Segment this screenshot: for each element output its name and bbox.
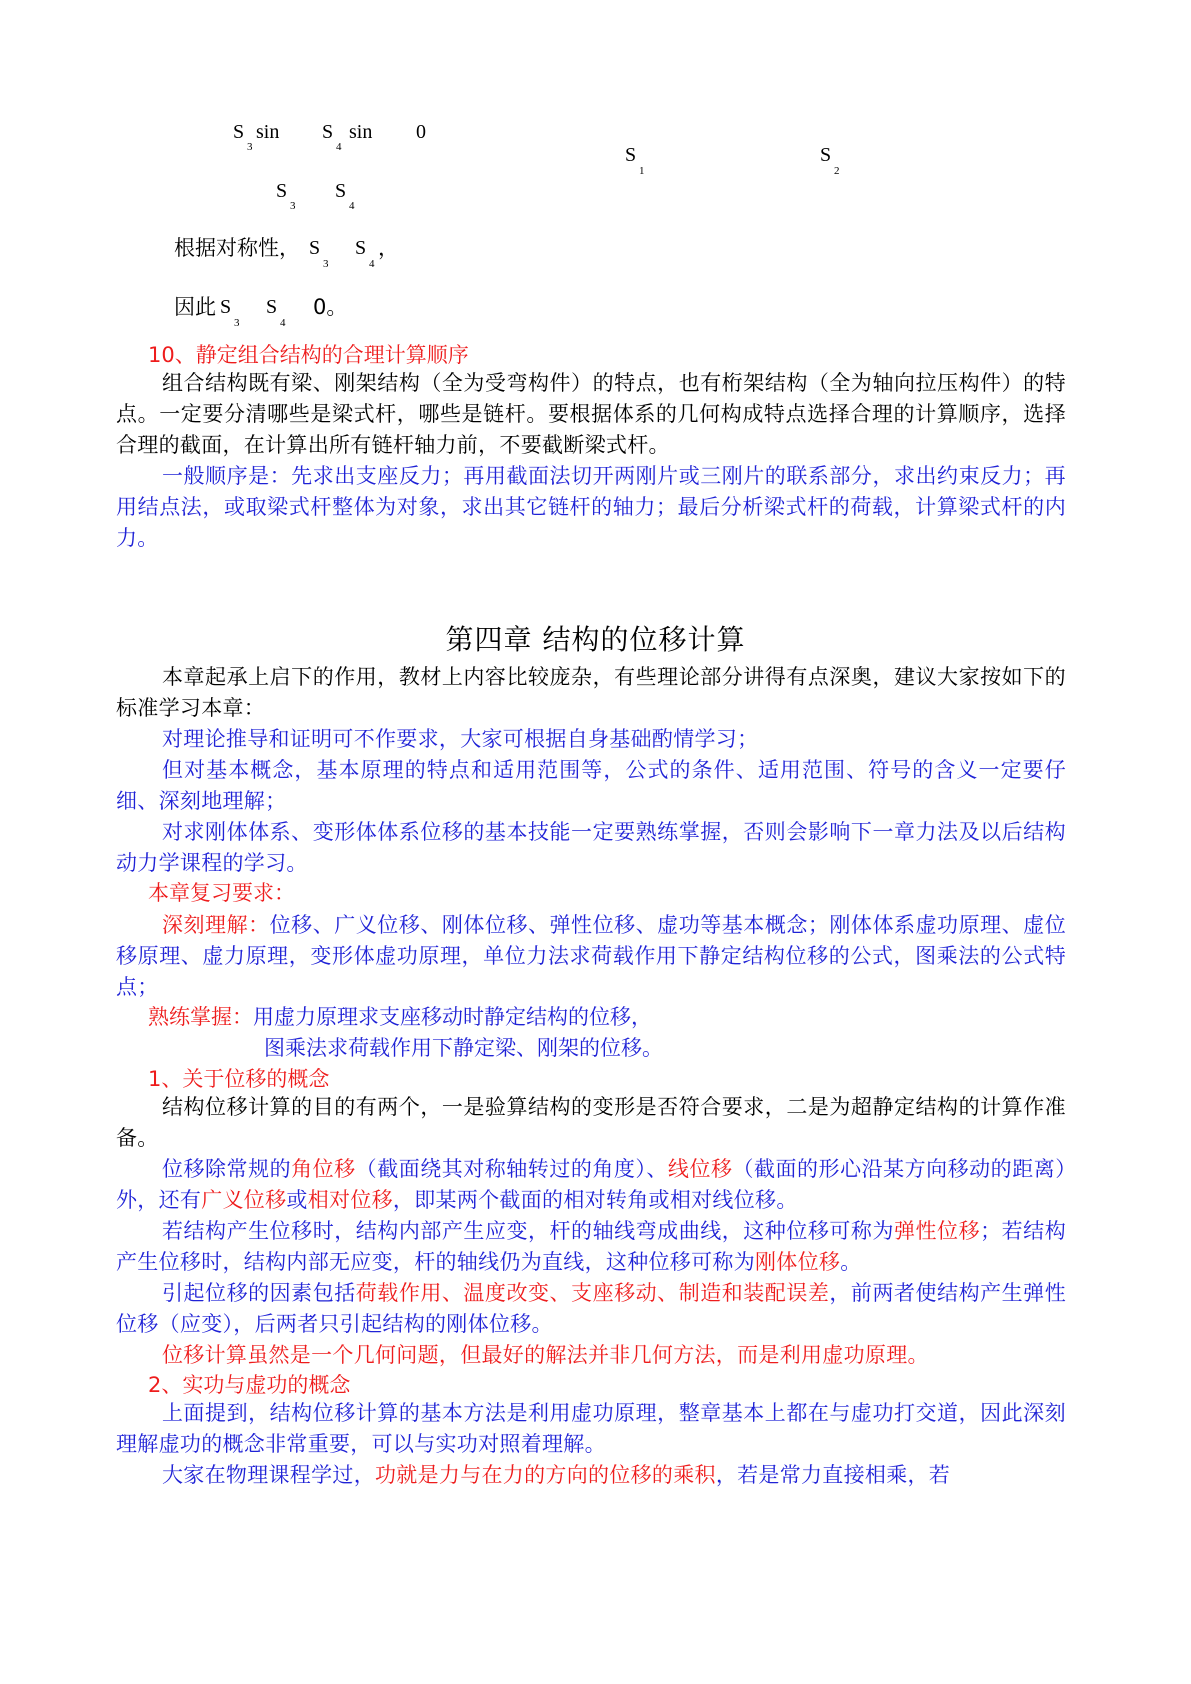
text-run: 。 <box>840 1250 862 1275</box>
subscript-3: 3 <box>247 141 253 153</box>
symbol-s4: S <box>335 180 347 202</box>
skill-text-2: 图乘法求荷载作用下静定梁、刚架的位移。 <box>264 1036 663 1060</box>
subscript-4: 4 <box>369 258 375 270</box>
subscript-4: 4 <box>349 200 355 212</box>
text-run: 若结构产生位移时，结构内部产生应变，杆的轴线弯成曲线，这种位移可称为 <box>162 1219 894 1243</box>
symbol-s1: S <box>625 144 637 166</box>
text-run: 或 <box>286 1188 308 1213</box>
comma: ， <box>378 236 399 260</box>
term-elastic-displacement: 弹性位移 <box>893 1219 981 1243</box>
skill-label: 熟练掌握： <box>148 1005 253 1029</box>
study-point-1: 对理论推导和证明可不作要求，大家可根据自身基础酌情学习； <box>162 727 759 751</box>
symmetry-label: 根据对称性， <box>174 236 300 260</box>
section-2-paragraph-2 <box>116 1460 1066 1491</box>
text-run: 大家在物理课程学过， <box>162 1463 375 1487</box>
term-angular-displacement: 角位移 <box>291 1157 356 1181</box>
deep-understanding-label: 深刻理解： <box>162 913 270 937</box>
symbol-s4: S <box>355 237 367 259</box>
subscript-4: 4 <box>280 317 286 329</box>
chapter-title: 第四章 结构的位移计算 <box>445 623 746 656</box>
section-10-heading: 10、静定组合结构的合理计算顺序 <box>148 343 469 367</box>
section-1-paragraph-2 <box>116 1154 1066 1216</box>
text-run: ；若结构产生位移时，结构内部无应变，杆的轴线仍为直线，这种位移可称为 <box>116 1219 1066 1275</box>
term-work-definition: 功就是力与在力的方向的位移的乘积 <box>375 1463 716 1487</box>
deep-understanding-paragraph <box>116 910 1066 1004</box>
symbol-s3: S <box>309 237 321 259</box>
subscript-2: 2 <box>834 165 840 177</box>
sin-text: sin <box>256 121 280 143</box>
section-1-paragraph-5: 位移计算虽然是一个几何问题，但最好的解法并非几何方法，而是利用虚功原理。 <box>162 1343 929 1367</box>
chapter-intro: 本章起承上启下的作用，教材上内容比较庞杂，有些理论部分讲得有点深奥，建议大家按如下的标准学习本章： <box>116 665 1066 721</box>
skill-line-1 <box>148 1003 652 1031</box>
symbol-s3: S <box>220 296 232 318</box>
section-1-heading: 1、关于位移的概念 <box>148 1067 330 1091</box>
section-1-paragraph-3 <box>116 1216 1066 1278</box>
symbol-s2: S <box>820 144 832 166</box>
deep-understanding-text: 位移、广义位移、刚体位移、弹性位移、虚功等基本概念；刚体体系虚功原理、虚位移原理、虚力原理，变形体虚功原理，单位力法求荷载作用下静定结构位移的公式，图乘法的公式特点； <box>116 913 1066 1000</box>
skill-text-1: 用虚力原理求支座移动时静定结构的位移， <box>253 1005 652 1029</box>
subscript-4: 4 <box>336 141 342 153</box>
text-run: 引起位移的因素包括 <box>162 1281 356 1305</box>
text-run: ，若是常力直接相乘，若 <box>715 1463 951 1487</box>
symbol-s4: S <box>266 296 278 318</box>
section-10-paragraph-1: 组合结构既有梁、刚架结构（全为受弯构件）的特点，也有桁架结构（全为轴向拉压构件）的特点。一定要分清哪些是梁式杆，哪些是链杆。要根据体系的几何构成特点选择合理的计算顺序，选择合理的截面，在计算出所有链杆轴力前，不要截断梁式杆。 <box>116 371 1066 458</box>
study-point-2: 但对基本概念，基本原理的特点和适用范围等，公式的条件、适用范围、符号的含义一定要仔细、深刻地理解； <box>116 758 1066 814</box>
subscript-3: 3 <box>290 200 296 212</box>
symbol-s3: S <box>233 121 245 143</box>
sin-text: sin <box>349 121 373 143</box>
review-requirements-heading: 本章复习要求： <box>148 881 295 905</box>
term-generalized-displacement: 广义位移 <box>201 1188 287 1213</box>
term-rigid-displacement: 刚体位移 <box>755 1250 841 1275</box>
subscript-3: 3 <box>323 258 329 270</box>
section-2-paragraph-1: 上面提到，结构位移计算的基本方法是利用虚功原理，整章基本上都在与虚功打交道，因此深刻理解虚功的概念非常重要，可以与实功对照着理解。 <box>116 1401 1066 1457</box>
zero-period: 0。 <box>313 295 348 319</box>
term-linear-displacement: 线位移 <box>667 1157 733 1181</box>
therefore-label: 因此 <box>174 295 216 319</box>
section-2-heading: 2、实功与虚功的概念 <box>148 1373 351 1397</box>
text-run: ，即某两个截面的相对转角或相对线位移。 <box>392 1188 798 1213</box>
subscript-3: 3 <box>234 317 240 329</box>
text-run: 位移除常规的 <box>162 1157 292 1181</box>
symbol-s4: S <box>322 121 334 143</box>
subscript-1: 1 <box>639 165 645 177</box>
section-1-paragraph-4 <box>116 1278 1066 1340</box>
term-displacement-causes: 荷载作用、温度改变、支座移动、制造和装配误差 <box>355 1281 830 1305</box>
section-1-paragraph-1: 结构位移计算的目的有两个，一是验算结构的变形是否符合要求，二是为超静定结构的计算作准备。 <box>116 1095 1066 1151</box>
zero: 0 <box>416 121 426 143</box>
symbol-s3: S <box>276 180 288 202</box>
study-point-3: 对求刚体体系、变形体体系位移的基本技能一定要熟练掌握，否则会影响下一章力法及以后结构动力学课程的学习。 <box>116 820 1066 876</box>
text-run: （截面绕其对称轴转过的角度）、 <box>355 1157 668 1181</box>
text-run: ，前两者使结构产生弹性位移（应变），后两者只引起结构的刚体位移。 <box>116 1281 1066 1337</box>
text-run: （截面的形心沿某方向移动的距离）外，还有 <box>116 1157 1067 1213</box>
term-relative-displacement: 相对位移 <box>307 1188 393 1213</box>
section-10-paragraph-2: 一般顺序是：先求出支座反力；再用截面法切开两刚片或三刚片的联系部分，求出约束反力；再用结点法，或取梁式杆整体为对象，求出其它链杆的轴力；最后分析梁式杆的荷载，计算梁式杆的内力。 <box>116 464 1066 551</box>
